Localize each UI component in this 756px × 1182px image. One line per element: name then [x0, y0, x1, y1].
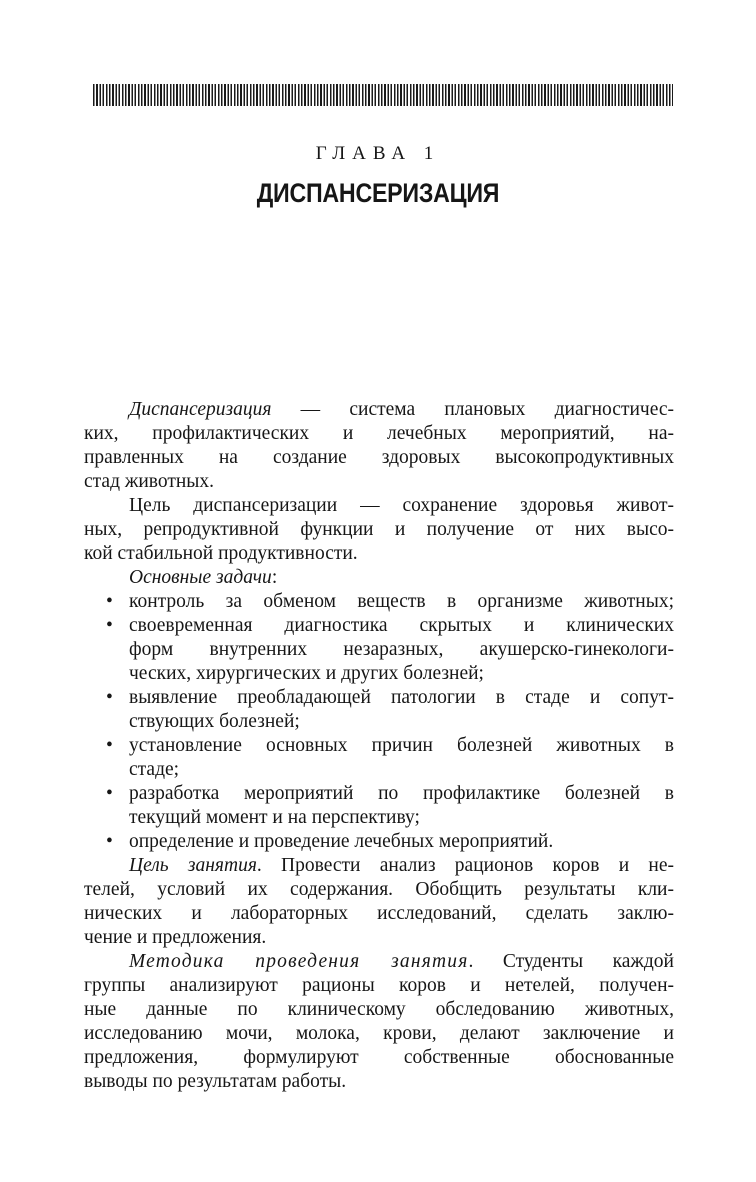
task-item-3: • выявление преобладающей патологии в стаде и сопут- [106, 687, 674, 708]
paragraph-1-line-3: правленных на создание здоровых высокопродуктивных [84, 447, 674, 468]
bullet-icon: • [106, 591, 113, 612]
task-item-3-line-2: ствующих болезней; [129, 711, 300, 732]
paragraph-2-line-1: Цель диспансеризации — сохранение здоровья живот- [129, 495, 674, 516]
paragraph-1-line-1: Диспансеризация — система плановых диагностичес- [129, 399, 674, 420]
paragraph-2-line-3: кой стабильной продуктивности. [84, 543, 358, 564]
bullet-icon: • [106, 783, 113, 804]
paragraph-3-line-3: нических и лабораторных исследований, сделать заклю- [84, 903, 674, 924]
tasks-heading: Основные задачи: [129, 567, 278, 588]
paragraph-1-line-2: ких, профилактических и лечебных мероприятий, на- [84, 423, 674, 444]
body-text [84, 398, 674, 1094]
paragraph-4-line-3: ные данные по клиническому обследованию животных, [84, 999, 674, 1020]
task-item-2-line-3: ческих, хирургических и других болезней; [129, 663, 484, 684]
paragraph-4-line-4: исследованию мочи, молока, крови, делают заключение и [84, 1023, 674, 1044]
task-item-4-line-2: стаде; [129, 759, 180, 780]
task-item-2-line-2: форм внутренних незаразных, акушерско-гинекологи- [129, 639, 674, 660]
task-item-2: • своевременная диагностика скрытых и клинических [106, 615, 674, 636]
term-method: Методика проведения занятия [129, 951, 469, 972]
paragraph-3-line-4: чение и предложения. [84, 927, 267, 948]
task-item-6: • определение и проведение лечебных мероприятий. [106, 831, 554, 852]
paragraph-4-line-1: Методика проведения занятия. Студенты каждой [129, 951, 674, 972]
bullet-icon: • [106, 687, 113, 708]
chapter-label: ГЛАВА 1 [315, 143, 441, 164]
paragraph-1-line-4: стад животных. [84, 471, 215, 492]
task-item-5-line-2: текущий момент и на перспективу; [129, 807, 420, 828]
task-item-1: • контроль за обменом веществ в организме животных; [106, 591, 674, 612]
term-lesson-goal: Цель занятия [129, 855, 257, 876]
chapter-title: ДИСПАНСЕРИЗАЦИЯ [256, 178, 500, 208]
bullet-icon: • [106, 735, 113, 756]
paragraph-4-line-5: предложения, формулируют собственные обоснованные [84, 1047, 674, 1068]
paragraph-3-line-2: телей, условий их содержания. Обобщить результаты кли- [84, 879, 674, 900]
paragraph-3-line-1: Цель занятия. Провести анализ рационов коров и не- [129, 855, 674, 876]
bullet-icon: • [106, 615, 113, 636]
bullet-icon: • [106, 831, 113, 852]
term-dispanserization: Диспансеризация [129, 399, 272, 420]
task-item-4: • установление основных причин болезней животных в [106, 735, 674, 756]
decorative-header-rule [93, 84, 673, 106]
paragraph-2-line-2: ных, репродуктивной функции и получение от них высо- [84, 519, 674, 540]
paragraph-4-line-2: группы анализируют рационы коров и нетелей, получен- [84, 975, 674, 996]
task-item-5: • разработка мероприятий по профилактике болезней в [106, 783, 674, 804]
paragraph-4-line-6: выводы по результатам работы. [84, 1071, 347, 1092]
